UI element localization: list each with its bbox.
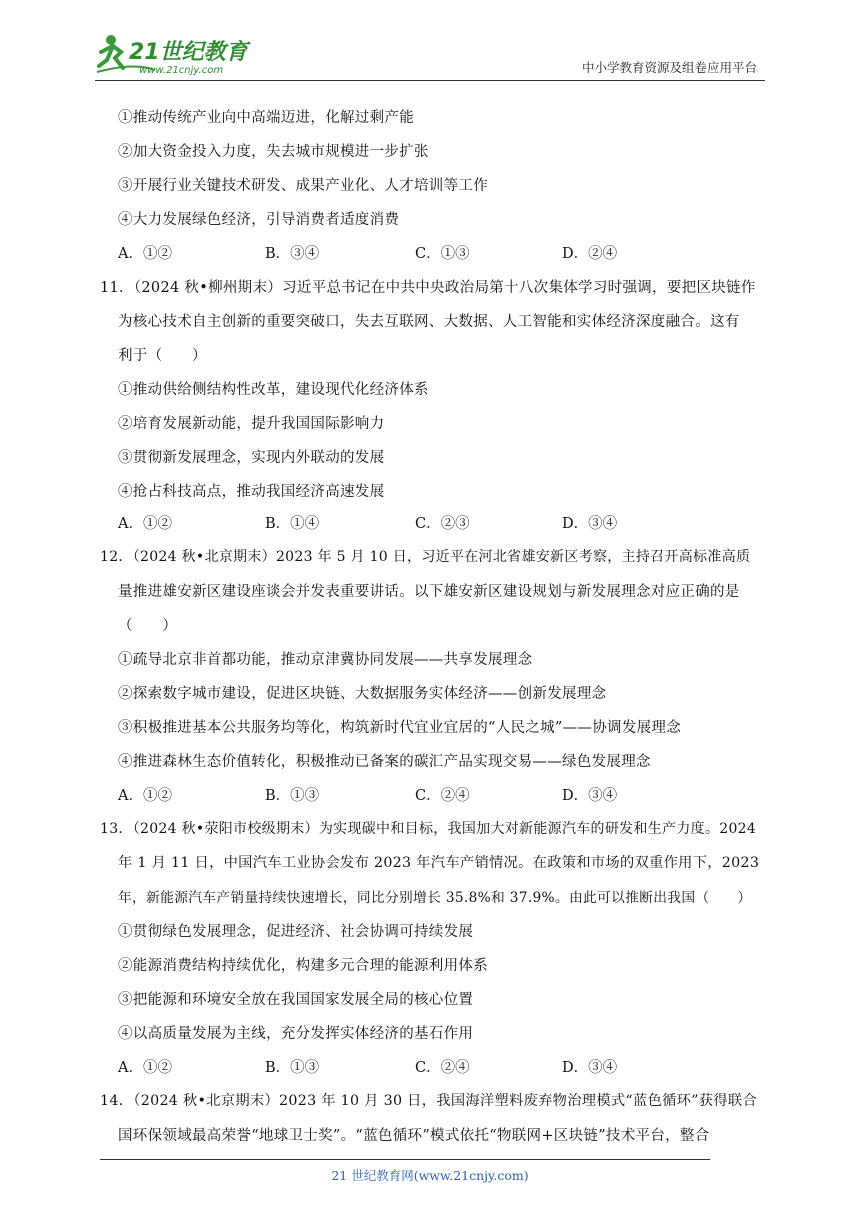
q10-options xyxy=(118,242,758,262)
svg-text:21世纪教育: 21世纪教育 xyxy=(129,40,248,65)
q13-option-a[interactable]: A．①② xyxy=(118,1060,172,1076)
q12-stem-line-1: 12．（2024 秋•北京期末）2023 年 5 月 10 日，习近平在河北省雄安新区考察，主持召开高标准高质 xyxy=(100,549,751,565)
page-footer[interactable]: 21 世纪教育网(www.21cnjy.com) xyxy=(331,1168,529,1183)
footer-divider xyxy=(100,1159,710,1160)
q12-option-b[interactable]: B．①③ xyxy=(265,788,320,804)
q10-item-3: ③开展行业关键技术研发、成果产业化、人才培训等工作 xyxy=(118,178,488,194)
q11-option-c[interactable]: C．②③ xyxy=(415,516,470,532)
q11-stem-line-3: 利于（ ） xyxy=(118,348,207,364)
q10-option-b[interactable]: B．③④ xyxy=(265,246,320,262)
q11-option-a[interactable]: A．①② xyxy=(118,516,172,532)
q12-options xyxy=(118,784,758,804)
platform-name: 中小学教育资源及组卷应用平台 xyxy=(581,60,757,75)
q12-stem-line-2: 量推进雄安新区建设座谈会并发表重要讲话。以下雄安新区建设规划与新发展理念对应正确的是 xyxy=(118,584,740,600)
logo-21cnjy xyxy=(95,32,265,76)
q13-options xyxy=(118,1056,758,1076)
q12-option-c[interactable]: C．②④ xyxy=(415,788,470,804)
q11-option-d[interactable]: D．③④ xyxy=(562,516,618,532)
q14-stem-line-2: 国环保领域最高荣誉“地球卫士奖”。“蓝色循环”模式依托“物联网+区块链”技术平台，整合 xyxy=(118,1128,710,1144)
q10-option-c[interactable]: C．①③ xyxy=(415,246,470,262)
q13-item-1: ①贯彻绿色发展理念，促进经济、社会协调可持续发展 xyxy=(118,924,474,940)
q11-item-3: ③贯彻新发展理念，实现内外联动的发展 xyxy=(118,450,385,466)
q10-item-2: ②加大资金投入力度，失去城市规模进一步扩张 xyxy=(118,144,429,160)
q11-item-1: ①推动供给侧结构性改革，建设现代化经济体系 xyxy=(118,382,429,398)
q12-item-1: ①疏导北京非首都功能，推动京津冀协同发展——共享发展理念 xyxy=(118,652,533,668)
q10-item-4: ④大力发展绿色经济，引导消费者适度消费 xyxy=(118,212,400,228)
q13-item-3: ③把能源和环境安全放在我国国家发展全局的核心位置 xyxy=(118,992,474,1008)
q13-stem-line-3: 年，新能源汽车产销量持续快速增长，同比分别增长 35.8%和 37.9%。由此可以推断出我国（ ） xyxy=(118,890,752,906)
q13-stem-line-2: 年 1 月 11 日，中国汽车工业协会发布 2023 年汽车产销情况。在政策和市场的双重作用下，2023 xyxy=(118,855,760,871)
q13-stem-line-1: 13．（2024 秋•荥阳市校级期末）为实现碳中和目标，我国加大对新能源汽车的研发和生产力度。2024 xyxy=(100,821,757,837)
q11-item-4: ④抢占科技高点，推动我国经济高速发展 xyxy=(118,484,385,500)
svg-text:www.21cnjy.com: www.21cnjy.com xyxy=(139,65,224,76)
q12-item-3: ③积极推进基本公共服务均等化，构筑新时代宜业宜居的“人民之城”——协调发展理念 xyxy=(118,720,682,736)
q10-option-d[interactable]: D．②④ xyxy=(562,246,618,262)
q12-option-a[interactable]: A．①② xyxy=(118,788,172,804)
q11-option-b[interactable]: B．①④ xyxy=(265,516,320,532)
q13-option-b[interactable]: B．①③ xyxy=(265,1060,320,1076)
q13-item-2: ②能源消费结构持续优化，构建多元合理的能源利用体系 xyxy=(118,958,488,974)
q12-stem-line-3: （ ） xyxy=(118,618,178,634)
q12-item-2: ②探索数字城市建设，促进区块链、大数据服务实体经济——创新发展理念 xyxy=(118,686,607,702)
q14-stem-line-1: 14．（2024 秋•北京期末）2023 年 10 月 30 日，我国海洋塑料废弃物治理模式“蓝色循环”获得联合 xyxy=(100,1093,758,1109)
q12-option-d[interactable]: D．③④ xyxy=(562,788,618,804)
q13-item-4: ④以高质量发展为主线，充分发挥实体经济的基石作用 xyxy=(118,1026,474,1042)
q13-option-c[interactable]: C．②④ xyxy=(415,1060,470,1076)
q13-option-d[interactable]: D．③④ xyxy=(562,1060,618,1076)
q11-item-2: ②培育发展新动能，提升我国国际影响力 xyxy=(118,416,385,432)
page-header xyxy=(95,30,765,81)
q11-stem-line-2: 为核心技术自主创新的重要突破口，失去互联网、大数据、人工智能和实体经济深度融合。这有 xyxy=(118,314,740,330)
q10-item-1: ①推动传统产业向中高端迈进，化解过剩产能 xyxy=(118,110,414,126)
q10-option-a[interactable]: A．①② xyxy=(118,246,172,262)
q11-stem-line-1: 11．（2024 秋•柳州期末）习近平总书记在中共中央政治局第十八次集体学习时强调，要把区块链作 xyxy=(100,280,756,296)
q12-item-4: ④推进森林生态价值转化，积极推动已备案的碳汇产品实现交易——绿色发展理念 xyxy=(118,754,651,770)
q11-options xyxy=(118,512,758,532)
